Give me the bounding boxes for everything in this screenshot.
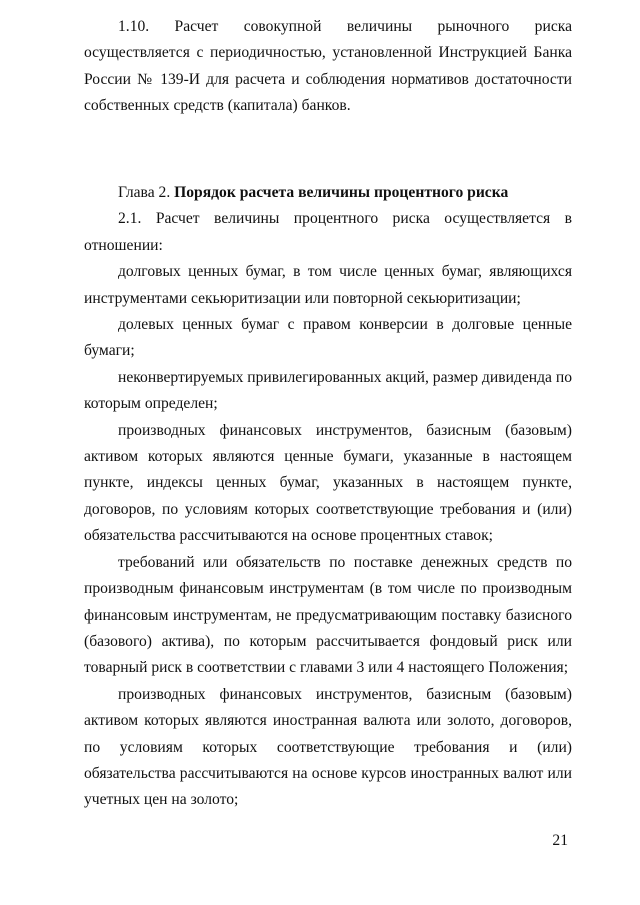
chapter-heading bbox=[84, 180, 572, 206]
paragraph-2-1: 2.1. Расчет величины процентного риска осуществляется в отношении: bbox=[84, 210, 572, 254]
chapter-label: Глава 2. bbox=[118, 184, 175, 201]
list-item-debt-securities: долговых ценных бумаг, в том числе ценных бумаг, являющихся инструментами секьюритизации или повторной секьюритизации; bbox=[84, 263, 572, 307]
chapter-2 bbox=[84, 180, 572, 814]
page-number: 21 bbox=[552, 832, 568, 849]
list-item-derivatives-securities: производных финансовых инструментов, базисным (базовым) активом которых являются ценные бумаги, указанные в настоящем пункте, индексы ценных бумаг, указанных в настоящем пункте, договоров, по условиям которых соответствующие требования и (или) обязательства рассчитываются на основе процентных ставок; bbox=[84, 421, 572, 545]
list-item-derivatives-fx-gold: производных финансовых инструментов, базисным (базовым) активом которых являются иностранная валюта или золото, договоров, по условиям которых соответствующие требования и (или) обязательства рассчитываются на основе курсов иностранных валют или учетных цен на золото; bbox=[84, 685, 572, 809]
list-item-equity-convertible: долевых ценных бумаг с правом конверсии в долговые ценные бумаги; bbox=[84, 316, 572, 360]
chapter-title: Порядок расчета величины процентного риска bbox=[174, 184, 509, 201]
list-item-preferred-shares: неконвертируемых привилегированных акций, размер дивиденда по которым определен; bbox=[84, 368, 573, 413]
section-1-10 bbox=[84, 14, 572, 120]
paragraph-1-10: 1.10. Расчет совокупной величины рыночного риска осуществляется с периодичностью, установленной Инструкцией Банка России № 139-И для расчета и соблюдения нормативов достаточности собственных средств (капитала) банков. bbox=[84, 18, 572, 115]
list-item-cash-delivery: требований или обязательств по поставке денежных средств по производным финансовым инструментам (в том числе по производным финансовым инструментам, не предусматривающим поставку базисного (базового) актива), по которым рассчитывается фондовый риск или товарный риск в соответствии с главами 3 или 4 настоящего Положения; bbox=[84, 553, 572, 677]
